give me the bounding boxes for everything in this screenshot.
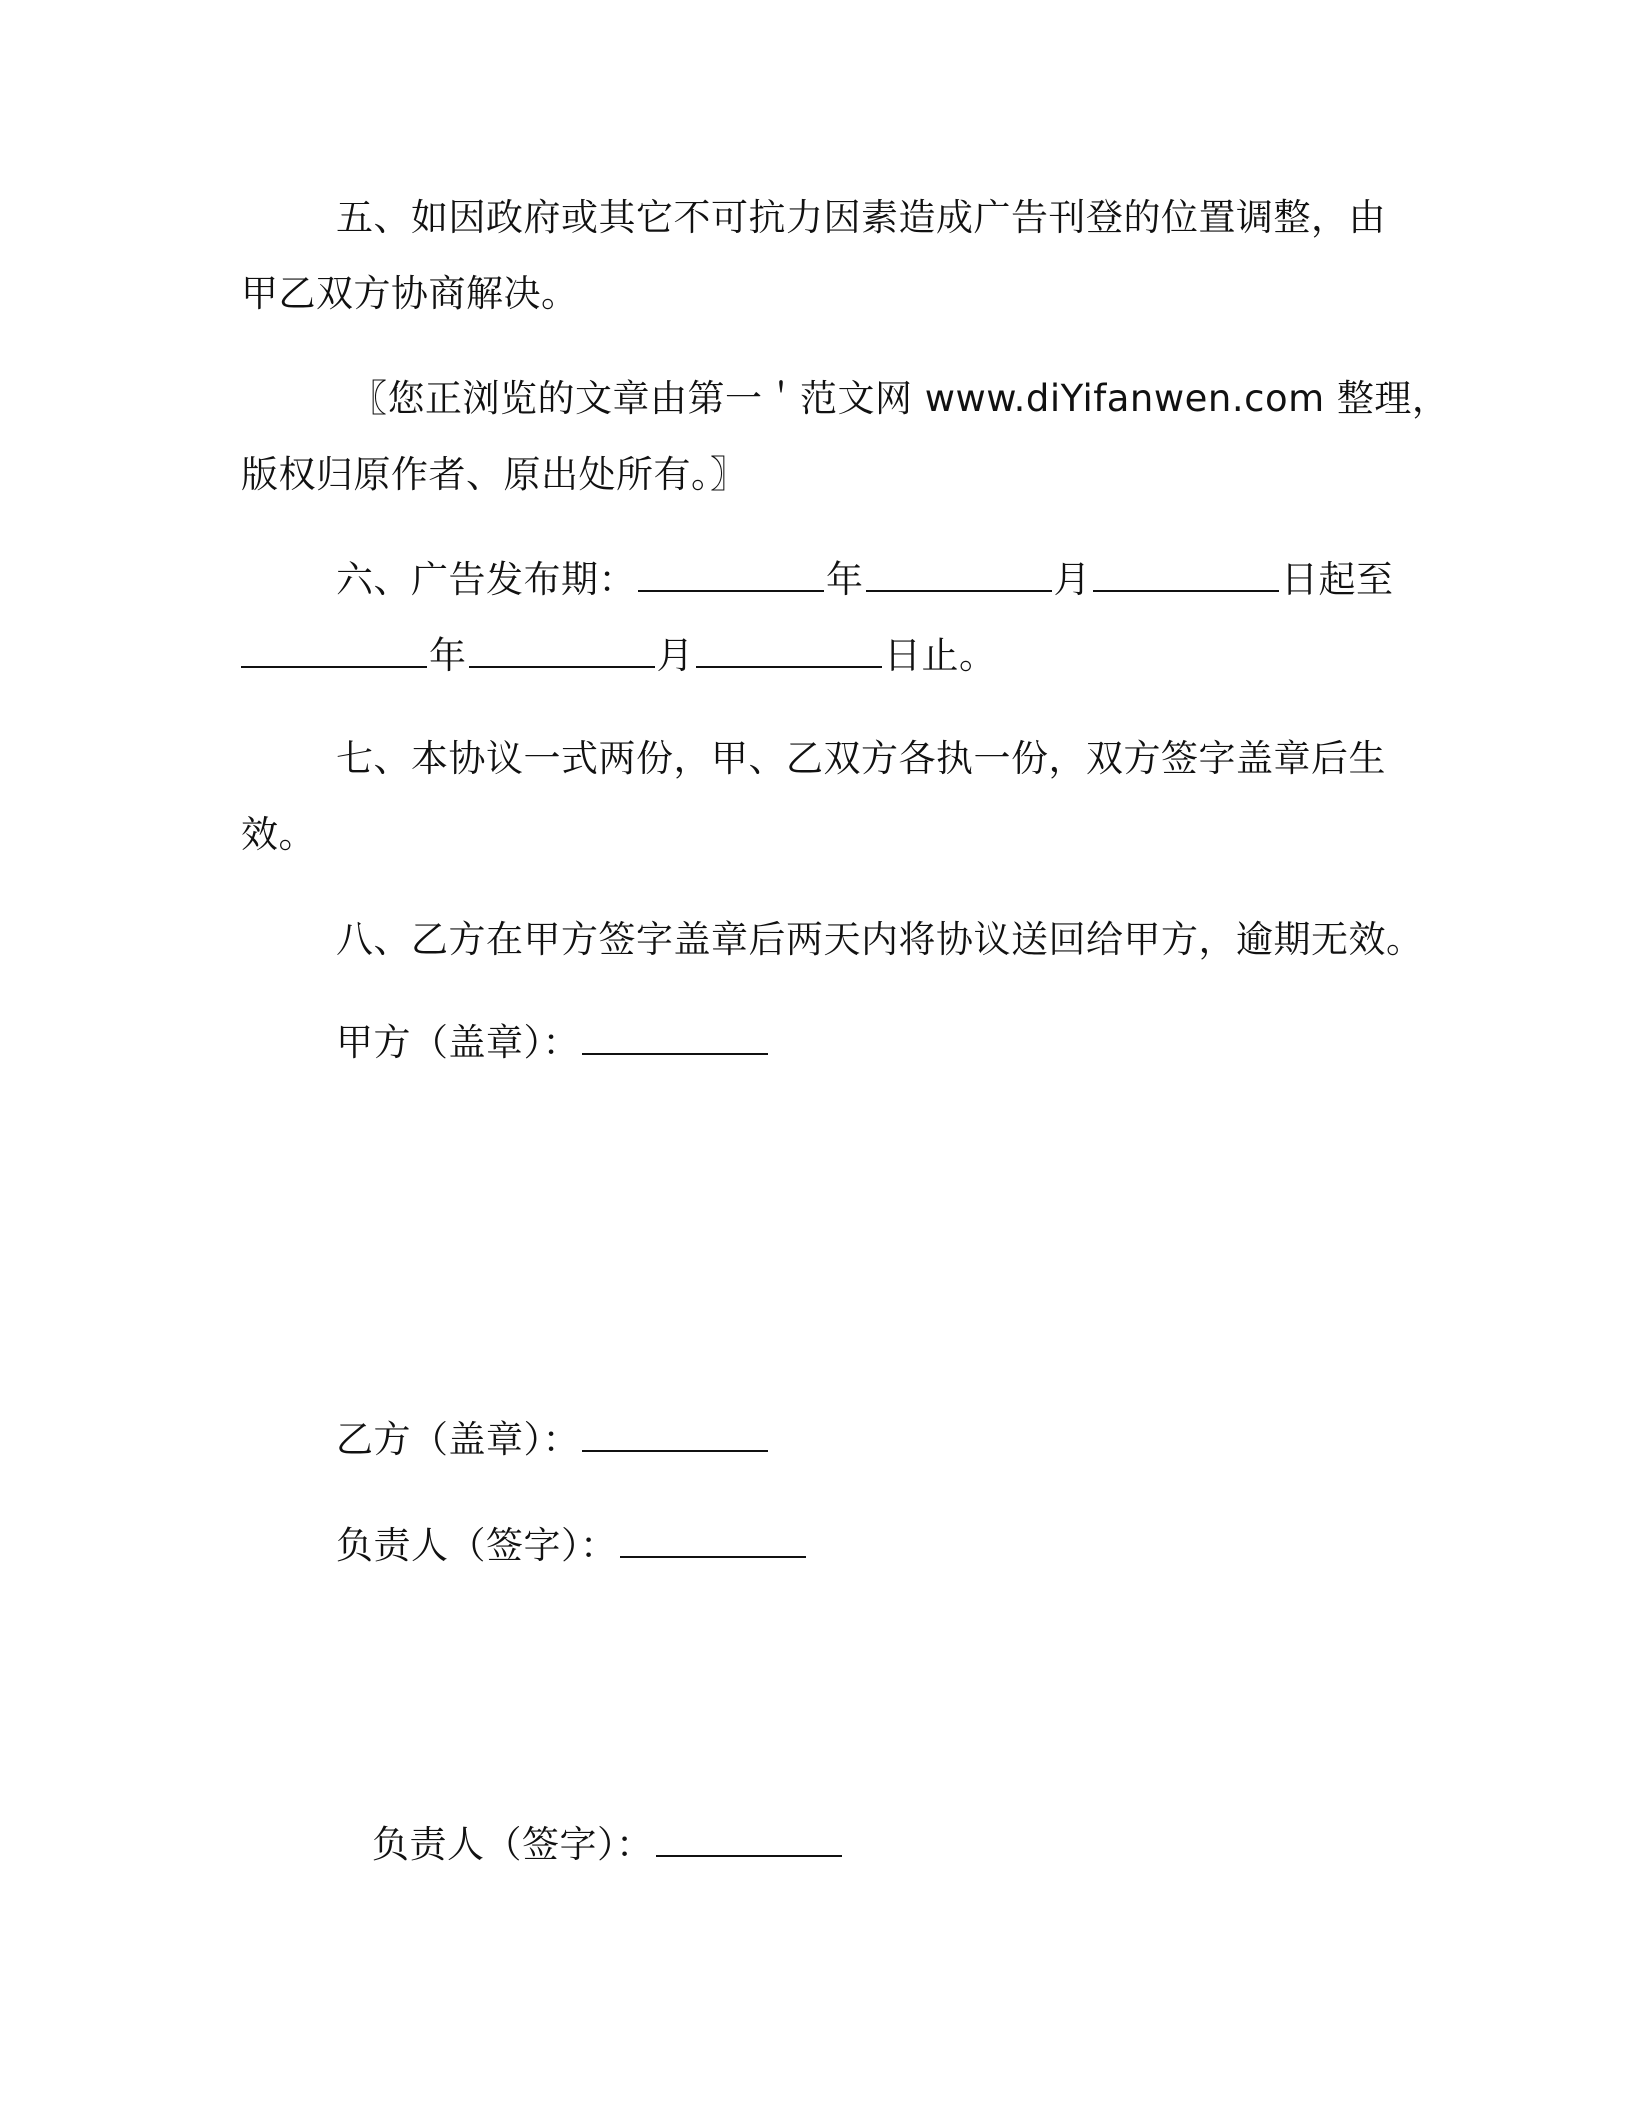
para6-year-label-2: 年 (429, 634, 467, 677)
party-b-seal-blank[interactable] (582, 1416, 768, 1452)
person-in-charge-blank-1[interactable] (620, 1522, 806, 1558)
party-a-seal-row (336, 1019, 770, 1067)
para6-line2 (241, 632, 997, 680)
party-a-seal-blank[interactable] (582, 1019, 768, 1055)
blank-end-year[interactable] (241, 632, 427, 668)
para6-line1 (336, 556, 1394, 604)
blank-end-month[interactable] (469, 632, 655, 668)
blank-start-year[interactable] (638, 556, 824, 592)
blank-end-day[interactable] (696, 632, 882, 668)
para6-day-from-label: 日起至 (1281, 558, 1394, 601)
notice-line1: 〖您正浏览的文章由第一＇范文网 www.diYifanwen.com 整理， (350, 377, 1450, 420)
party-a-label: 甲方（盖章）： (336, 1021, 580, 1064)
blank-start-day[interactable] (1093, 556, 1279, 592)
para7-line2: 效。 (241, 813, 316, 856)
para5-line1: 五、如因政府或其它不可抗力因素造成广告刊登的位置调整，由 (336, 196, 1386, 239)
blank-start-month[interactable] (866, 556, 1052, 592)
para6-month-label: 月 (1053, 558, 1091, 601)
para6-month-label-2: 月 (656, 634, 694, 677)
para5-line2: 甲乙双方协商解决。 (241, 272, 579, 315)
para6-day-to-label: 日止。 (884, 634, 997, 677)
person-in-charge-label-1: 负责人（签字）： (336, 1524, 618, 1567)
person-in-charge-label-2: 负责人（签字）： (372, 1823, 654, 1866)
person-in-charge-row-2 (372, 1821, 844, 1869)
para7-line1: 七、本协议一式两份，甲、乙双方各执一份，双方签字盖章后生 (336, 737, 1386, 780)
person-in-charge-row-1 (336, 1522, 808, 1570)
party-b-seal-row (336, 1416, 770, 1464)
person-in-charge-blank-2[interactable] (656, 1821, 842, 1857)
para8-line1: 八、乙方在甲方签字盖章后两天内将协议送回给甲方，逾期无效。 (336, 918, 1424, 961)
para6-label: 六、广告发布期： (336, 558, 636, 601)
para6-year-label: 年 (826, 558, 864, 601)
party-b-label: 乙方（盖章）： (336, 1418, 580, 1461)
notice-line2: 版权归原作者、原出处所有。〗 (241, 453, 748, 496)
